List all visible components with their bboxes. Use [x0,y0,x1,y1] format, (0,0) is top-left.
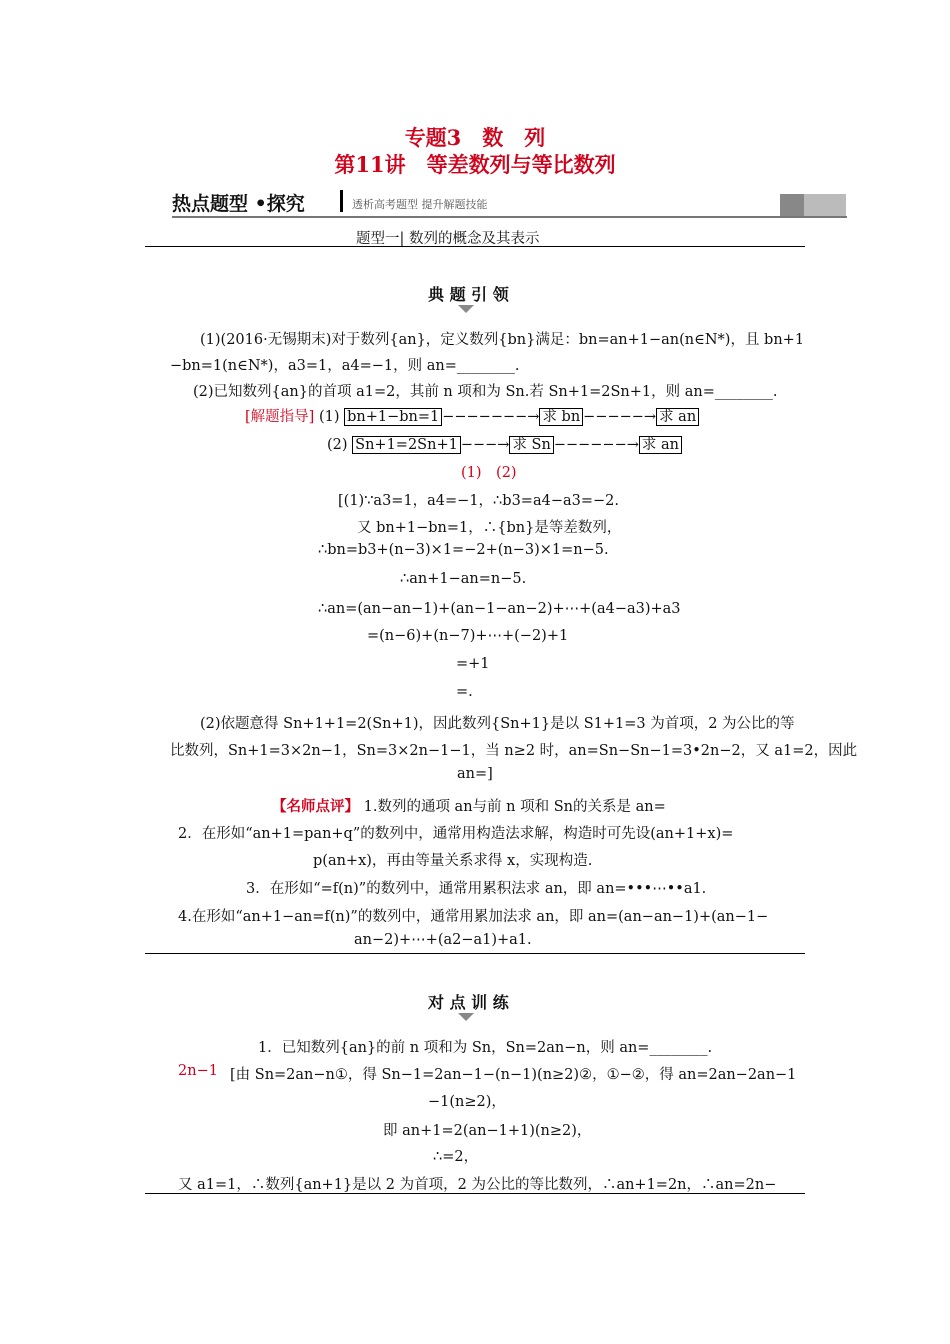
exercise-solution-line: ∴=2， [433,1149,479,1165]
divider [145,953,805,954]
guide-box: 求 bn [539,408,583,426]
exercise-solution-line: [由 Sn=2an−n①，得 Sn−1=2an−1−(n−1)(n≥2)②，①−②，得 an=2an−2an−1 [230,1067,797,1083]
review-line: 3．在形如“=f(n)”的数列中，通常用累积法求 an，即 an=•••⋯••a1. [246,881,707,897]
banner-title: 热点题型 •探究 [172,193,305,215]
solution-line: ∴bn=b3+(n−3)×1=−2+(n−3)×1=n−5. [318,542,609,558]
review-line: an−2)+⋯+(a2−a1)+a1. [354,932,532,948]
guide-step: (2) [327,437,348,453]
review-text: 1.数列的通项 an与前 n 项和 Sn的关系是 an= [363,799,666,815]
review-line [272,795,666,816]
banner-block-light [804,194,846,216]
problem-line: −bn=1(n∈N*)，a3=1，a4=−1，则 an=________. [170,358,520,374]
problem-line: (2)已知数列{an}的首项 a1=2，其前 n 项和为 Sn.若 Sn+1=2Sn+1，则 an=________. [193,384,778,400]
guide-arrow: −−−−−→ [583,409,657,425]
guide-box: 求 Sn [509,436,553,454]
guide-step: (1) [318,409,340,425]
exercise-solution-line: −1(n≥2)， [428,1094,506,1110]
guide-box: Sn+1=2Sn+1 [352,436,461,454]
solution-line: 又 bn+1−bn=1，∴{bn}是等差数列， [357,520,622,536]
section-heading-example: 典 题 引 领 [428,285,509,304]
guide-row-2 [327,433,682,454]
guide-box: 求 an [656,408,699,426]
review-line: p(an+x)，再由等量关系求得 x，实现构造. [313,853,593,869]
guide-arrow: −−−→ [460,437,510,453]
banner-rule [172,216,847,218]
solution-line: ∴an=(an−an−1)+(an−1−an−2)+⋯+(a4−a3)+a3 [318,601,681,617]
exercise-solution-line: 即 an+1=2(an−1+1)(n≥2)， [383,1123,592,1139]
chapter-title: 专题3 数 列 [404,125,546,150]
solution-line: =(n−6)+(n−7)+⋯+(−2)+1 [367,628,569,644]
review-label: 【名师点评】 [272,798,359,815]
banner-subtitle: 透析高考题型 提升解题技能 [352,198,488,211]
exercise-answer: 2n−1 [178,1063,218,1079]
banner-block-dark [780,194,804,216]
guide-arrow: −−−−−−→ [553,437,639,453]
problem-line: (1)(2016·无锡期末)对于数列{an}，定义数列{bn}满足：bn=an+1−an(n∈N*)，且 bn+1 [200,332,805,348]
solution-line: 比数列，Sn+1=3×2n−1，Sn=3×2n−1−1，当 n≥2 时，an=Sn−Sn−1=3•2n−2，又 a1=2，因此 [170,743,858,759]
divider [145,246,805,247]
review-line: 2．在形如“an+1=pan+q”的数列中，通常用构造法求解，构造时可先设(an+1+x)= [178,826,734,842]
triangle-down-icon [458,1013,474,1021]
banner-divider [340,190,343,212]
triangle-down-icon [458,305,474,313]
divider [145,1193,805,1194]
guide-box: 求 an [639,436,682,454]
section-heading-practice: 对 点 训 练 [428,993,509,1012]
solution-line: ∴an+1−an=n−5. [400,571,527,587]
solution-line: an=] [457,766,493,782]
guide-label: [解题指导] [245,409,315,425]
guide-row-1 [245,405,699,426]
guide-box: bn+1−bn=1 [344,408,442,426]
guide-arrow: −−−−−−−→ [442,409,540,425]
review-line: 4.在形如“an+1−an=f(n)”的数列中，通常用累加法求 an，即 an=(an−an−1)+(an−1− [178,909,769,925]
solution-line: [(1)∵a3=1，a4=−1，∴b3=a4−a3=−2. [338,493,619,509]
answers: (1) (2) [461,465,517,481]
exercise-solution-line: 又 a1=1，∴数列{an+1}是以 2 为首项，2 为公比的等比数列，∴an+1=2n，∴an=2n− [178,1177,777,1193]
solution-line: =. [456,684,473,700]
exercise-line: 1．已知数列{an}的前 n 项和为 Sn，Sn=2an−n，则 an=________. [258,1040,713,1056]
solution-line: =+1 [456,656,490,672]
type-heading: 题型一| 数列的概念及其表示 [356,231,540,247]
lesson-title: 第11讲 等差数列与等比数列 [334,152,616,177]
solution-line: (2)依题意得 Sn+1+1=2(Sn+1)，因此数列{Sn+1}是以 S1+1=3 为首项，2 为公比的等 [200,716,795,732]
